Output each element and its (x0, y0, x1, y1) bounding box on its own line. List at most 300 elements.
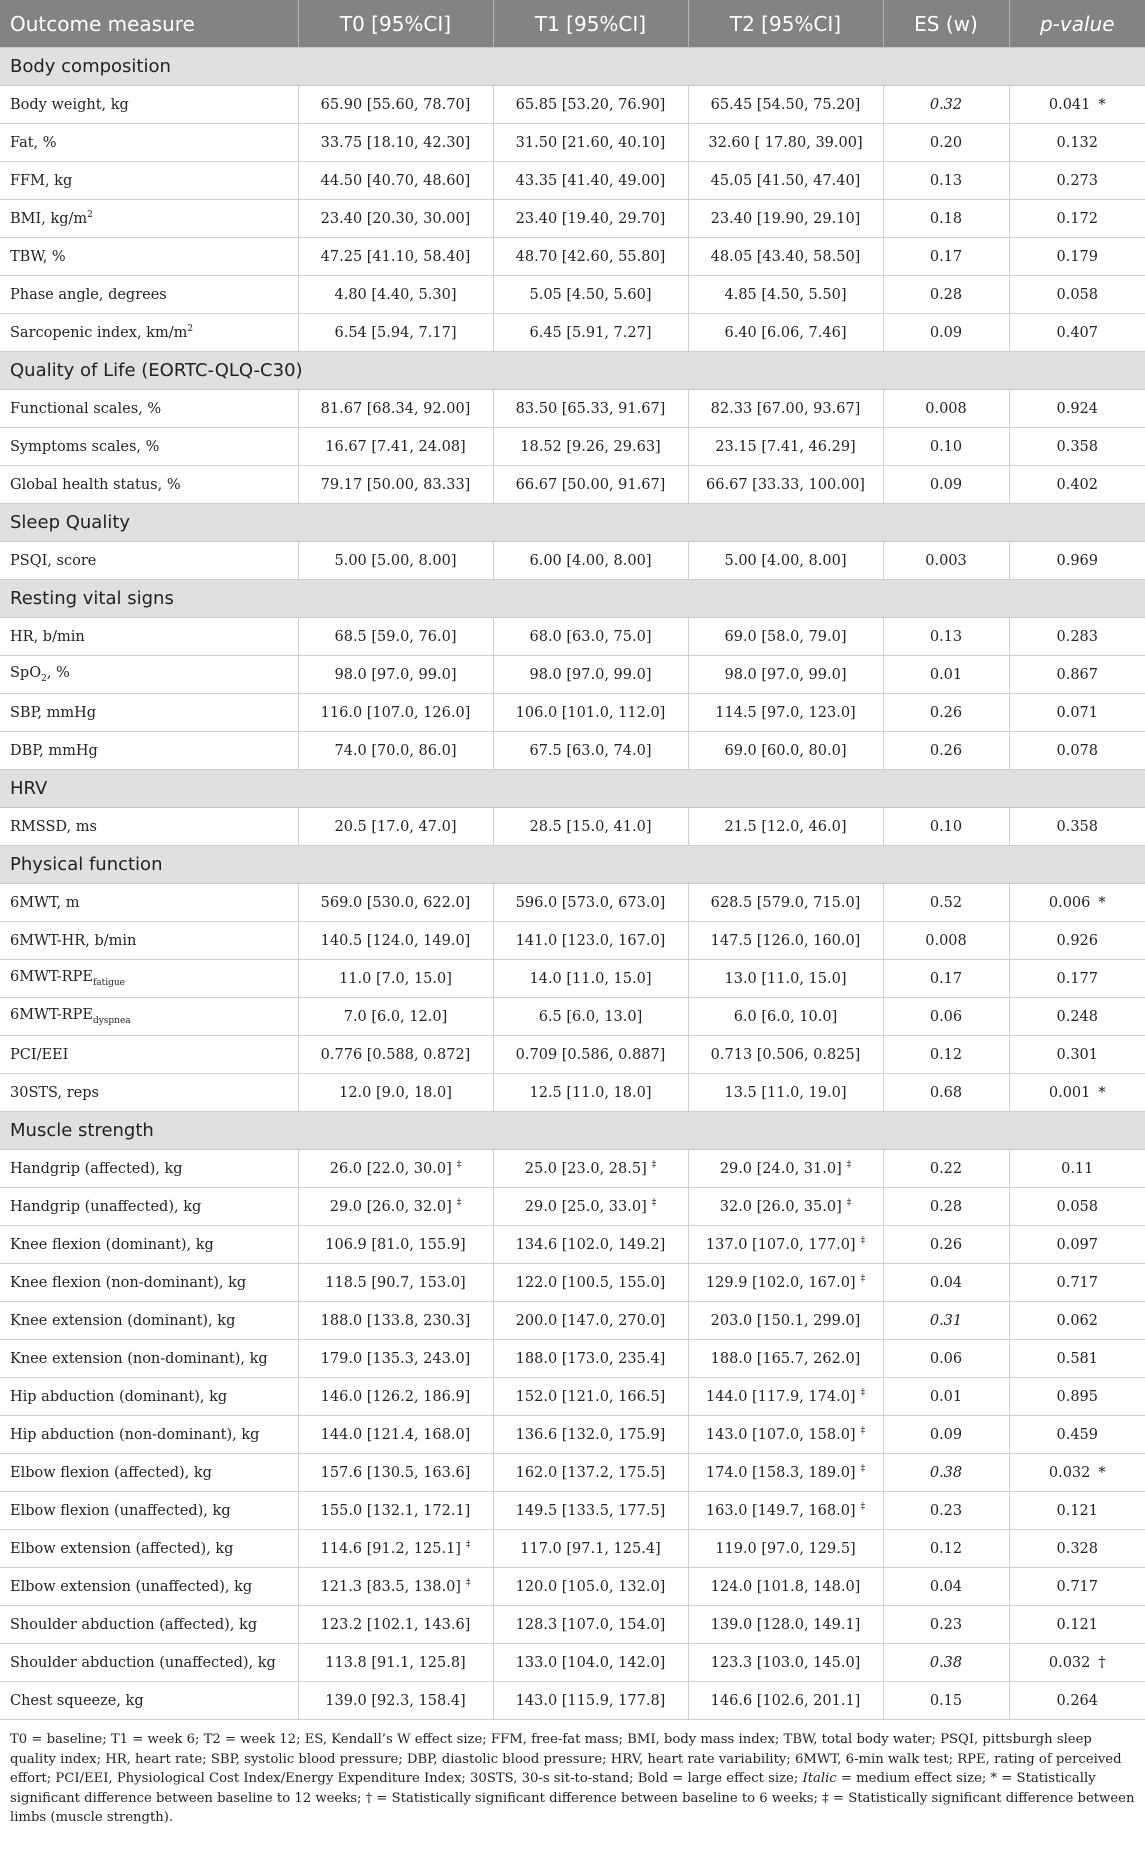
table-row (0, 200, 1145, 238)
cell-t2 (688, 732, 883, 770)
cell-t2-value: 4.85 [4.50, 5.50] (724, 286, 847, 303)
cell-t0-value: 4.80 [4.40, 5.30] (334, 286, 457, 303)
outcome-label-text: 6MWT, m (10, 894, 80, 911)
cell-t1-value: 6.45 [5.91, 7.27] (529, 324, 652, 341)
cell-t0-value: 139.0 [92.3, 158.4] (325, 1692, 466, 1709)
outcome-label-text: Symptoms scales, % (10, 438, 160, 455)
table-row (0, 922, 1145, 960)
cell-t2-value: 6.40 [6.06, 7.46] (724, 324, 847, 341)
cell-t1 (493, 656, 688, 694)
outcome-label (0, 1264, 298, 1302)
significance-marker: ‡ (465, 1578, 471, 1589)
cell-t0 (298, 542, 493, 580)
cell-t2-value: 114.5 [97.0, 123.0] (715, 704, 856, 721)
section-title: Body composition (0, 48, 1145, 86)
cell-t2 (688, 466, 883, 504)
header-t1: T1 [95%CI] (493, 0, 688, 48)
p-value: 0.328 (1056, 1540, 1098, 1557)
outcome-label-text: Hip abduction (dominant), kg (10, 1388, 228, 1405)
significance-marker: * (1098, 96, 1106, 113)
cell-t1 (493, 1264, 688, 1302)
cell-t0 (298, 314, 493, 352)
cell-t1 (493, 1492, 688, 1530)
p-value: 0.006 (1048, 894, 1091, 911)
table-row (0, 656, 1145, 694)
cell-p-value (1009, 998, 1145, 1036)
cell-t2-value: 65.45 [54.50, 75.20] (710, 96, 861, 113)
p-value: 0.358 (1056, 438, 1098, 455)
cell-p-value (1009, 1568, 1145, 1606)
section-row (0, 1112, 1145, 1150)
section-title: Quality of Life (EORTC-QLQ-C30) (0, 352, 1145, 390)
cell-p-value (1009, 1606, 1145, 1644)
cell-effect-size (883, 314, 1009, 352)
effect-size-value: 0.68 (929, 1084, 963, 1101)
cell-t2-value: 139.0 [128.0, 149.1] (710, 1616, 861, 1633)
effect-size-value: 0.13 (929, 628, 963, 645)
cell-t2 (688, 542, 883, 580)
significance-marker: ‡ (860, 1274, 866, 1285)
p-value: 0.062 (1056, 1312, 1098, 1329)
cell-t2 (688, 1188, 883, 1226)
cell-effect-size (883, 618, 1009, 656)
outcome-label-text: Sarcopenic index, km/m (10, 324, 188, 341)
outcome-label (0, 390, 298, 428)
cell-t2 (688, 200, 883, 238)
cell-p-value (1009, 694, 1145, 732)
cell-t1-value: 128.3 [107.0, 154.0] (515, 1616, 666, 1633)
table-row (0, 1226, 1145, 1264)
cell-t0-value: 144.0 [121.4, 168.0] (320, 1426, 471, 1443)
cell-t2-value: 119.0 [97.0, 129.5] (715, 1540, 856, 1557)
cell-t2 (688, 1264, 883, 1302)
cell-t2 (688, 1682, 883, 1720)
outcome-label (0, 732, 298, 770)
cell-t0 (298, 1644, 493, 1682)
cell-t0-value: 98.0 [97.0, 99.0] (334, 666, 457, 683)
table-row (0, 1378, 1145, 1416)
effect-size-value: 0.26 (929, 742, 963, 759)
significance-marker: ‡ (846, 1160, 852, 1171)
cell-t2 (688, 618, 883, 656)
outcome-label-text: RMSSD, ms (10, 818, 97, 835)
cell-t1-value: 149.5 [133.5, 177.5] (515, 1502, 666, 1519)
cell-t2-value: 69.0 [58.0, 79.0] (724, 628, 847, 645)
cell-t0-value: 5.00 [5.00, 8.00] (334, 552, 457, 569)
cell-t2-value: 23.15 [7.41, 46.29] (715, 438, 856, 455)
cell-t0-value: 157.6 [130.5, 163.6] (320, 1464, 471, 1481)
p-value: 0.264 (1056, 1692, 1098, 1709)
cell-t2-value: 69.0 [60.0, 80.0] (724, 742, 847, 759)
cell-t0 (298, 390, 493, 428)
cell-effect-size (883, 542, 1009, 580)
cell-effect-size (883, 86, 1009, 124)
cell-t1 (493, 694, 688, 732)
outcome-label-text: Body weight, kg (10, 96, 129, 113)
outcome-label-text: DBP, mmHg (10, 742, 98, 759)
cell-t0 (298, 694, 493, 732)
cell-p-value (1009, 428, 1145, 466)
cell-t1 (493, 732, 688, 770)
cell-t1-value: 134.6 [102.0, 149.2] (515, 1236, 666, 1253)
cell-t1-value: 136.6 [132.0, 175.9] (515, 1426, 666, 1443)
p-value: 0.097 (1056, 1236, 1098, 1253)
outcome-label (0, 922, 298, 960)
outcome-label-subscript: dyspnea (92, 1015, 131, 1026)
effect-size-value: 0.17 (929, 248, 963, 265)
cell-effect-size (883, 124, 1009, 162)
cell-t1-value: 67.5 [63.0, 74.0] (529, 742, 652, 759)
outcome-label (0, 618, 298, 656)
outcome-label-text: Global health status, % (10, 476, 181, 493)
effect-size-value: 0.18 (929, 210, 963, 227)
p-value: 0.058 (1056, 286, 1098, 303)
cell-t1 (493, 162, 688, 200)
table-body (0, 48, 1145, 1720)
cell-t2-value: 147.5 [126.0, 160.0] (710, 932, 861, 949)
cell-t0 (298, 1606, 493, 1644)
outcome-label (0, 1036, 298, 1074)
cell-t1-value: 68.0 [63.0, 75.0] (529, 628, 652, 645)
table-footnote (0, 1720, 1145, 1828)
cell-t1-value: 152.0 [121.0, 166.5] (515, 1388, 666, 1405)
outcome-label (0, 1074, 298, 1112)
cell-p-value (1009, 1530, 1145, 1568)
outcome-label (0, 808, 298, 846)
cell-t1-value: 31.50 [21.60, 40.10] (515, 134, 666, 151)
cell-effect-size (883, 1074, 1009, 1112)
cell-t0-value: 146.0 [126.2, 186.9] (320, 1388, 471, 1405)
header-t0: T0 [95%CI] (298, 0, 493, 48)
p-value: 0.358 (1056, 818, 1098, 835)
cell-t1-value: 25.0 [23.0, 28.5] (524, 1160, 647, 1177)
cell-t2 (688, 1226, 883, 1264)
outcome-label-text: Phase angle, degrees (10, 286, 167, 303)
significance-marker: ‡ (651, 1160, 657, 1171)
cell-p-value (1009, 1302, 1145, 1340)
p-value: 0.273 (1056, 172, 1098, 189)
cell-t2-value: 6.0 [6.0, 10.0] (733, 1008, 838, 1025)
header-effect-size: ES (w) (883, 0, 1009, 48)
cell-t1 (493, 998, 688, 1036)
cell-t1-value: 66.67 [50.00, 91.67] (515, 476, 666, 493)
outcome-label (0, 428, 298, 466)
table-row (0, 694, 1145, 732)
cell-t0 (298, 656, 493, 694)
outcome-label-text: Fat, % (10, 134, 57, 151)
significance-marker: * (1098, 1464, 1106, 1481)
cell-p-value (1009, 922, 1145, 960)
cell-t1-value: 23.40 [19.40, 29.70] (515, 210, 666, 227)
section-row (0, 846, 1145, 884)
cell-p-value (1009, 618, 1145, 656)
table-row (0, 162, 1145, 200)
cell-t0 (298, 1302, 493, 1340)
table-row (0, 1264, 1145, 1302)
table-row (0, 1644, 1145, 1682)
effect-size-value: 0.04 (929, 1274, 963, 1291)
effect-size-value: 0.13 (929, 172, 963, 189)
header-p-value-label: p-value (1039, 11, 1115, 36)
cell-t2-value: 32.0 [26.0, 35.0] (719, 1198, 842, 1215)
cell-t1-value: 83.50 [65.33, 91.67] (515, 400, 666, 417)
cell-t0 (298, 276, 493, 314)
cell-p-value (1009, 1188, 1145, 1226)
cell-t2 (688, 1644, 883, 1682)
cell-t0 (298, 1188, 493, 1226)
cell-t2-value: 32.60 [ 17.80, 39.00] (708, 134, 863, 151)
cell-t2 (688, 162, 883, 200)
cell-t0 (298, 1568, 493, 1606)
p-value: 0.926 (1056, 932, 1098, 949)
cell-p-value (1009, 1416, 1145, 1454)
cell-t2 (688, 922, 883, 960)
cell-t1 (493, 1226, 688, 1264)
cell-effect-size (883, 1568, 1009, 1606)
effect-size-value: 0.17 (929, 970, 963, 987)
cell-effect-size (883, 1036, 1009, 1074)
p-value: 0.924 (1056, 400, 1098, 417)
cell-effect-size (883, 276, 1009, 314)
outcome-label-subscript: 2 (41, 673, 47, 684)
outcome-label-text: PSQI, score (10, 552, 97, 569)
cell-t0 (298, 466, 493, 504)
cell-t0-value: 65.90 [55.60, 78.70] (320, 96, 471, 113)
table-row (0, 1568, 1145, 1606)
outcome-label-text: Handgrip (unaffected), kg (10, 1198, 202, 1215)
outcome-label-text: Knee extension (dominant), kg (10, 1312, 236, 1329)
p-value: 0.121 (1056, 1502, 1098, 1519)
cell-t1-value: 6.5 [6.0, 13.0] (538, 1008, 643, 1025)
cell-p-value (1009, 390, 1145, 428)
significance-marker: ‡ (860, 1426, 866, 1437)
cell-p-value (1009, 1226, 1145, 1264)
cell-t0 (298, 86, 493, 124)
section-row (0, 580, 1145, 618)
cell-p-value (1009, 1036, 1145, 1074)
cell-t1 (493, 922, 688, 960)
cell-effect-size (883, 1530, 1009, 1568)
p-value: 0.459 (1056, 1426, 1098, 1443)
cell-effect-size (883, 1302, 1009, 1340)
cell-t1-value: 28.5 [15.0, 41.0] (529, 818, 652, 835)
table-row (0, 1074, 1145, 1112)
table-row (0, 1340, 1145, 1378)
outcome-label (0, 1606, 298, 1644)
cell-p-value (1009, 200, 1145, 238)
cell-t2 (688, 808, 883, 846)
effect-size-value: 0.28 (929, 286, 963, 303)
significance-marker: ‡ (651, 1198, 657, 1209)
cell-t0-value: 121.3 [83.5, 138.0] (320, 1578, 461, 1595)
p-value: 0.11 (1061, 1160, 1094, 1177)
cell-t2 (688, 124, 883, 162)
p-value: 0.032 (1048, 1464, 1091, 1481)
outcome-label (0, 1302, 298, 1340)
p-value: 0.132 (1056, 134, 1098, 151)
cell-t0 (298, 808, 493, 846)
p-value: 0.717 (1056, 1578, 1098, 1595)
cell-t0-value: 6.54 [5.94, 7.17] (334, 324, 457, 341)
header-t2: T2 [95%CI] (688, 0, 883, 48)
cell-t2 (688, 1036, 883, 1074)
cell-t2-value: 124.0 [101.8, 148.0] (710, 1578, 861, 1595)
cell-t1 (493, 1074, 688, 1112)
cell-t2 (688, 1074, 883, 1112)
cell-p-value (1009, 808, 1145, 846)
table-row (0, 466, 1145, 504)
cell-effect-size (883, 162, 1009, 200)
cell-effect-size (883, 808, 1009, 846)
cell-effect-size (883, 1226, 1009, 1264)
section-title: Physical function (0, 846, 1145, 884)
cell-p-value (1009, 884, 1145, 922)
cell-t0-value: 33.75 [18.10, 42.30] (320, 134, 471, 151)
cell-effect-size (883, 200, 1009, 238)
outcome-label (0, 314, 298, 352)
cell-effect-size (883, 1644, 1009, 1682)
p-value: 0.895 (1056, 1388, 1098, 1405)
outcome-label (0, 200, 298, 238)
outcome-label-text: Knee flexion (dominant), kg (10, 1236, 214, 1253)
section-title: Muscle strength (0, 1112, 1145, 1150)
cell-effect-size (883, 1682, 1009, 1720)
effect-size-value: 0.01 (929, 1388, 963, 1405)
cell-t1-value: 48.70 [42.60, 55.80] (515, 248, 666, 265)
outcome-label-text: Elbow extension (affected), kg (10, 1540, 234, 1557)
outcome-label-superscript: 2 (87, 210, 93, 221)
effect-size-value: 0.12 (929, 1046, 963, 1063)
effect-size-value: 0.15 (929, 1692, 963, 1709)
effect-size-value: 0.01 (929, 666, 963, 683)
p-value: 0.283 (1056, 628, 1098, 645)
cell-t2 (688, 238, 883, 276)
effect-size-value: 0.06 (929, 1008, 963, 1025)
cell-t2-value: 0.713 [0.506, 0.825] (710, 1046, 861, 1063)
table-row (0, 618, 1145, 656)
cell-t0-value: 81.67 [68.34, 92.00] (320, 400, 471, 417)
outcome-label-text: SBP, mmHg (10, 704, 97, 721)
cell-t2 (688, 1530, 883, 1568)
cell-t0 (298, 162, 493, 200)
cell-t2 (688, 960, 883, 998)
cell-t0 (298, 1530, 493, 1568)
cell-p-value (1009, 124, 1145, 162)
cell-t0-value: 29.0 [26.0, 32.0] (329, 1198, 452, 1215)
outcome-label-text: Elbow extension (unaffected), kg (10, 1578, 253, 1595)
cell-t2-value: 174.0 [158.3, 189.0] (705, 1464, 856, 1481)
footnote-part2: = medium effect size; * = Statistically significant difference between baseline to 12 weeks; † = Statistically significant difference between baseline to 6 weeks; ‡ = Statistically significant difference between limbs (muscle strength). (10, 1771, 1135, 1825)
table-row (0, 276, 1145, 314)
cell-effect-size (883, 998, 1009, 1036)
cell-effect-size (883, 428, 1009, 466)
table-row (0, 124, 1145, 162)
cell-p-value (1009, 1150, 1145, 1188)
cell-t1-value: 12.5 [11.0, 18.0] (529, 1084, 652, 1101)
cell-t2-value: 13.0 [11.0, 15.0] (724, 970, 847, 987)
p-value: 0.172 (1056, 210, 1098, 227)
cell-p-value (1009, 1644, 1145, 1682)
p-value: 0.581 (1056, 1350, 1098, 1367)
significance-marker: ‡ (456, 1160, 462, 1171)
cell-t0 (298, 1226, 493, 1264)
cell-p-value (1009, 960, 1145, 998)
cell-t2-value: 29.0 [24.0, 31.0] (719, 1160, 842, 1177)
cell-t2 (688, 998, 883, 1036)
cell-p-value (1009, 1264, 1145, 1302)
cell-t0 (298, 1340, 493, 1378)
cell-t1 (493, 884, 688, 922)
cell-t1 (493, 314, 688, 352)
effect-size-value: 0.26 (929, 1236, 963, 1253)
cell-t1 (493, 1340, 688, 1378)
cell-t2-value: 203.0 [150.1, 299.0] (710, 1312, 861, 1329)
cell-t1 (493, 1036, 688, 1074)
effect-size-value: 0.008 (925, 932, 967, 949)
cell-t2-value: 143.0 [107.0, 158.0] (705, 1426, 856, 1443)
outcome-label (0, 238, 298, 276)
cell-t1-value: 120.0 [105.0, 132.0] (515, 1578, 666, 1595)
effect-size-value: 0.31 (929, 1312, 963, 1329)
effect-size-value: 0.28 (929, 1198, 963, 1215)
cell-t0-value: 155.0 [132.1, 172.1] (320, 1502, 471, 1519)
significance-marker: † (1098, 1654, 1106, 1671)
outcome-label (0, 1530, 298, 1568)
cell-t1-value: 6.00 [4.00, 8.00] (529, 552, 652, 569)
cell-effect-size (883, 1340, 1009, 1378)
cell-effect-size (883, 884, 1009, 922)
cell-t2 (688, 1150, 883, 1188)
effect-size-value: 0.38 (929, 1654, 963, 1671)
cell-t2-value: 5.00 [4.00, 8.00] (724, 552, 847, 569)
table-row (0, 428, 1145, 466)
cell-t1 (493, 1378, 688, 1416)
cell-t2 (688, 1454, 883, 1492)
cell-t1-value: 117.0 [97.1, 125.4] (520, 1540, 661, 1557)
cell-t1-value: 65.85 [53.20, 76.90] (515, 96, 666, 113)
effect-size-value: 0.26 (929, 704, 963, 721)
significance-marker: * (1098, 1084, 1106, 1101)
significance-marker: ‡ (860, 1502, 866, 1513)
cell-t1-value: 200.0 [147.0, 270.0] (515, 1312, 666, 1329)
cell-p-value (1009, 1454, 1145, 1492)
cell-t1 (493, 1644, 688, 1682)
cell-t0-value: 44.50 [40.70, 48.60] (320, 172, 471, 189)
cell-t0 (298, 1454, 493, 1492)
cell-t1 (493, 1682, 688, 1720)
cell-t1-value: 143.0 [115.9, 177.8] (515, 1692, 666, 1709)
cell-t1 (493, 466, 688, 504)
outcome-label-text: Hip abduction (non-dominant), kg (10, 1426, 260, 1443)
cell-t2-value: 129.9 [102.0, 167.0] (705, 1274, 856, 1291)
significance-marker: ‡ (456, 1198, 462, 1209)
cell-effect-size (883, 922, 1009, 960)
significance-marker: ‡ (860, 1464, 866, 1475)
table-row (0, 1682, 1145, 1720)
cell-t0 (298, 998, 493, 1036)
cell-t2-value: 23.40 [19.90, 29.10] (710, 210, 861, 227)
cell-t2-value: 137.0 [107.0, 177.0] (705, 1236, 856, 1253)
cell-t0 (298, 428, 493, 466)
cell-p-value (1009, 162, 1145, 200)
table-row (0, 1606, 1145, 1644)
cell-t0 (298, 1492, 493, 1530)
cell-t2-value: 98.0 [97.0, 99.0] (724, 666, 847, 683)
cell-t0-value: 68.5 [59.0, 76.0] (334, 628, 457, 645)
cell-t2-value: 163.0 [149.7, 168.0] (705, 1502, 856, 1519)
cell-p-value (1009, 86, 1145, 124)
cell-p-value (1009, 1378, 1145, 1416)
